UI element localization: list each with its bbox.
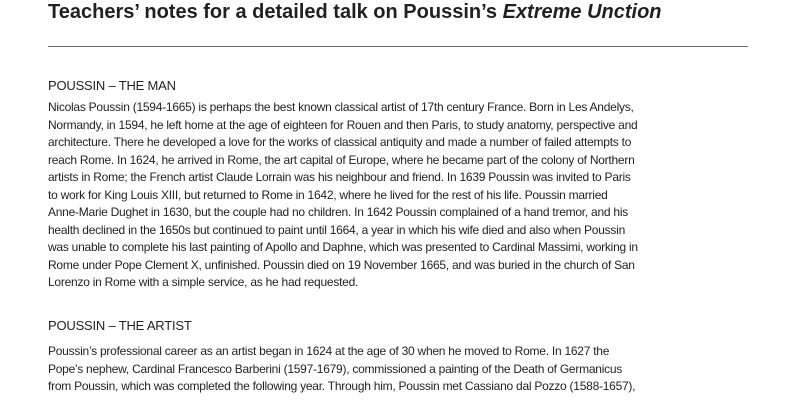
paragraph-line: Poussin’s professional career as an artist began in 1624 at the age of 30 when he moved to Rome. In 1627 the (48, 344, 610, 358)
paragraph-line: Normandy, in 1594, he left home at the age of eighteen for Rouen and then Paris, to study anatomy, perspective and (48, 117, 638, 132)
paragraph-line: artists in Rome; the French artist Claude Lorrain was his neighbour and friend. In 1639 Poussin was invited to Paris (48, 170, 631, 184)
section-heading-the-man: POUSSIN – THE MAN (48, 78, 176, 93)
paragraph-line: Nicolas Poussin (1594-1665) is perhaps the best known classical artist of 17th century France. Born in Les Andelys, (48, 100, 634, 114)
section-heading-the-artist: POUSSIN – THE ARTIST (48, 318, 192, 333)
paragraph-line: from Poussin, which was completed the following year. Through him, Poussin met Cassiano dal Pozzo (1588-1657), (48, 379, 636, 393)
paragraph-line: to work for King Louis XIII, but returned to Rome in 1642, where he lived for the rest of his life. Poussin married (48, 187, 608, 202)
document-title (48, 0, 768, 24)
title-divider (48, 46, 748, 47)
paragraph-line: Lorenzo in Rome with a simple service, as he had requested. (48, 275, 359, 289)
section-body-the-man (48, 99, 758, 292)
paragraph-line: was unable to complete his last painting of Apollo and Daphne, which was presented to Cardinal Massimi, working in (48, 240, 638, 254)
paragraph-line: Pope’s nephew, Cardinal Francesco Barberini (1597-1679), commissioned a painting of the Death of Germanicus (48, 361, 623, 376)
document-title-italic: Extreme Unction (502, 1, 662, 23)
paragraph-line: reach Rome. In 1624, he arrived in Rome, the art capital of Europe, where he became part of the colony of Northern (48, 152, 635, 167)
paragraph-line: Rome under Pope Clement X, unfinished. Poussin died on 19 November 1665, and was buried in the church of San (48, 257, 635, 272)
section-body-the-artist (48, 343, 758, 396)
document-title-text: Teachers’ notes for a detailed talk on Poussin’s (48, 1, 503, 23)
paragraph-line: health declined in the 1650s but continued to paint until 1664, a year in which his wife died and also when Poussin (48, 222, 625, 237)
paragraph-line: architecture. There he developed a love for the works of classical antiquity and made a number of failed attempts to (48, 135, 632, 149)
paragraph-line: Anne-Marie Dughet in 1630, but the couple had no children. In 1642 Poussin complained of a hand tremor, and his (48, 205, 628, 219)
